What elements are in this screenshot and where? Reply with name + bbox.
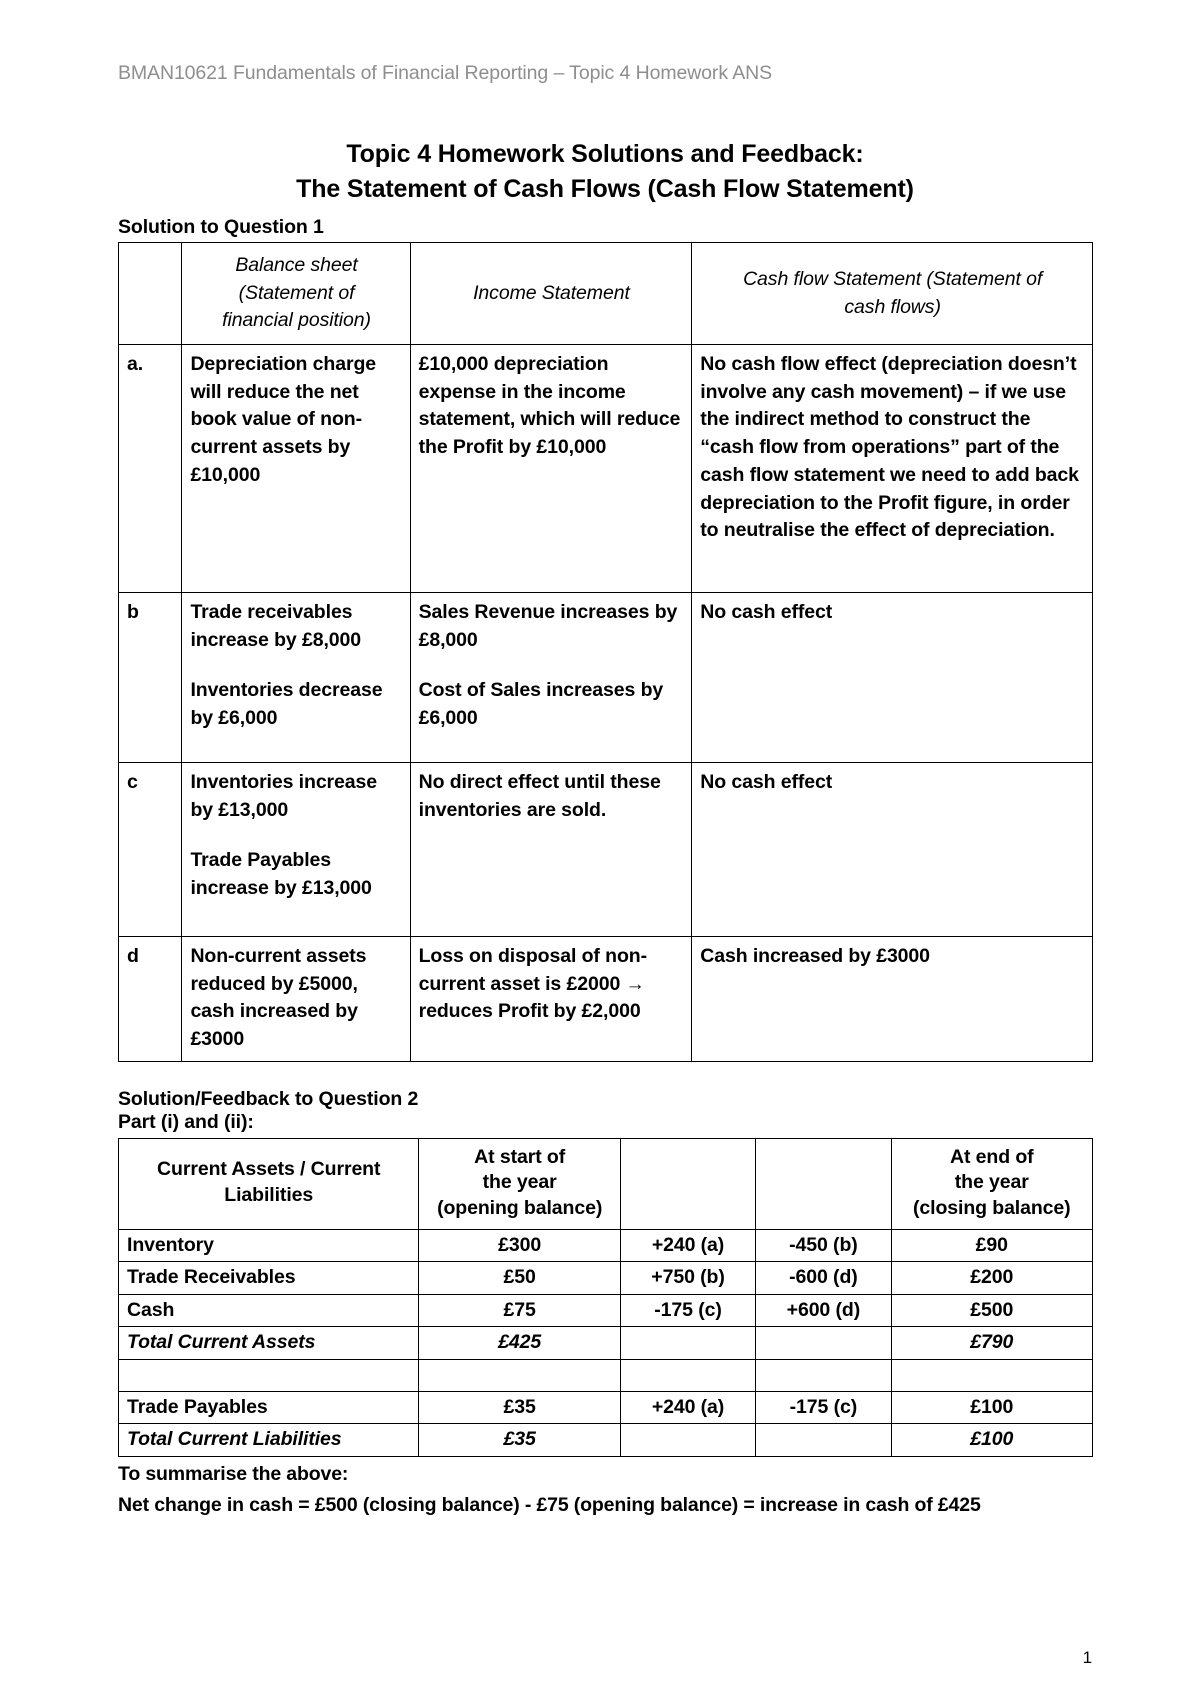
- page-number: 1: [1082, 1648, 1092, 1667]
- header-c1-line-3: (opening balance): [437, 1196, 603, 1219]
- row-label-d: d: [119, 937, 182, 1062]
- header-c0-line-1: Current Assets / Current: [157, 1158, 381, 1181]
- row-closing: £500: [891, 1294, 1092, 1327]
- table-header-row: [119, 243, 1093, 345]
- row-b-bs-para-2: Inventories decrease by £6,000: [190, 679, 383, 730]
- row-closing: £790: [891, 1327, 1092, 1360]
- row-closing: £100: [891, 1424, 1092, 1457]
- row-opening: £75: [419, 1294, 620, 1327]
- table-row: [119, 1229, 1093, 1262]
- row-name: [119, 1359, 419, 1391]
- row-d-income-statement: Loss on disposal of non-current asset is £2000 → reduces Profit by £2,000: [410, 937, 692, 1062]
- document-header: BMAN10621 Fundamentals of Financial Reporting – Topic 4 Homework ANS: [118, 62, 773, 84]
- header-balance-sheet: [182, 243, 410, 345]
- row-opening: £50: [419, 1262, 620, 1295]
- row-opening: £425: [419, 1327, 620, 1360]
- document-title: [118, 137, 1092, 206]
- question1-heading: Solution to Question 1: [118, 216, 324, 238]
- row-adj1: +240 (a): [620, 1391, 755, 1424]
- table-row-spacer: [119, 1359, 1093, 1391]
- title-line-1: Topic 4 Homework Solutions and Feedback:: [346, 140, 864, 168]
- row-c-balance-sheet: [182, 763, 410, 937]
- row-adj1: [620, 1327, 755, 1360]
- header-cash-flow: [692, 243, 1093, 345]
- question1-table: [118, 242, 1093, 1062]
- row-d-cash-flow: Cash increased by £3000: [692, 937, 1093, 1062]
- table-row: [119, 1262, 1093, 1295]
- row-b-income-statement: [410, 593, 692, 763]
- row-adj2: [756, 1327, 891, 1360]
- table-row-total: [119, 1327, 1093, 1360]
- row-c-bs-para-1: Inventories increase by £13,000: [190, 771, 378, 821]
- row-opening: [419, 1359, 620, 1391]
- table-row: [119, 593, 1093, 763]
- title-line-2: The Statement of Cash Flows (Cash Flow Statement): [296, 174, 914, 203]
- header-opening-balance: [419, 1138, 620, 1229]
- table-row: [119, 937, 1093, 1062]
- row-c-cash-flow: No cash effect: [692, 763, 1093, 937]
- row-closing: £90: [891, 1229, 1092, 1262]
- header-income-statement: Income Statement: [410, 243, 692, 345]
- header-bs-line-1: Balance sheet: [235, 254, 358, 276]
- row-d-balance-sheet: Non-current assets reduced by £5000, cash increased by £3000: [182, 937, 410, 1062]
- row-label-a: a.: [119, 345, 182, 593]
- summary-line-2: Net change in cash = £500 (closing balance) - £75 (opening balance) = increase in cash of £425: [118, 1494, 981, 1517]
- question2-heading: Solution/Feedback to Question 2: [118, 1087, 419, 1110]
- table-row-total: [119, 1424, 1093, 1457]
- row-name: Inventory: [119, 1229, 419, 1262]
- row-opening: £35: [419, 1424, 620, 1457]
- question2-headings: [118, 1088, 1092, 1134]
- row-b-is-para-1: Sales Revenue increases by £8,000: [418, 601, 678, 651]
- row-adj2: [756, 1424, 891, 1457]
- row-adj1: +240 (a): [620, 1229, 755, 1262]
- row-opening: £35: [419, 1391, 620, 1424]
- row-b-balance-sheet: [182, 593, 410, 763]
- row-label-b: b: [119, 593, 182, 763]
- row-c-income-statement: No direct effect until these inventories are sold.: [410, 763, 692, 937]
- question2-table: [118, 1138, 1093, 1457]
- table-header-row: [119, 1138, 1093, 1229]
- header-bs-line-2: (Statement of: [238, 281, 355, 304]
- header-cf-line-1: Cash flow Statement (Statement of: [743, 267, 1043, 290]
- row-a-balance-sheet: Depreciation charge will reduce the net book value of non-current assets by £10,000: [182, 345, 410, 593]
- row-a-cash-flow: No cash flow effect (depreciation doesn’t involve any cash movement) – if we use the indirect method to construct the “cash flow from operations” part of the cash flow statement we need to add back depreciation to the Profit figure, in order to neutralise the effect of depreciation.: [692, 345, 1093, 593]
- row-name: Cash: [119, 1294, 419, 1327]
- row-adj2: -450 (b): [756, 1229, 891, 1262]
- row-label-c: c: [119, 763, 182, 937]
- summary-line-1: To summarise the above:: [118, 1462, 349, 1485]
- row-adj1: [620, 1424, 755, 1457]
- row-a-income-statement: £10,000 depreciation expense in the income statement, which will reduce the Profit by £10,000: [410, 345, 692, 593]
- header-cf-line-2: cash flows): [844, 295, 941, 318]
- row-closing: £200: [891, 1262, 1092, 1295]
- row-name: Total Current Liabilities: [119, 1424, 419, 1457]
- row-b-bs-para-1: Trade receivables increase by £8,000: [190, 601, 362, 651]
- table-row: [119, 763, 1093, 937]
- header-c1-line-2: the year: [482, 1171, 557, 1194]
- row-adj2: -175 (c): [756, 1391, 891, 1424]
- row-b-cash-flow: No cash effect: [692, 593, 1093, 763]
- row-closing: £100: [891, 1391, 1092, 1424]
- row-adj2: [756, 1359, 891, 1391]
- header-adjustment-1: [620, 1138, 755, 1229]
- row-name: Trade Receivables: [119, 1262, 419, 1295]
- header-current-assets-liabilities: [119, 1138, 419, 1229]
- row-name: Trade Payables: [119, 1391, 419, 1424]
- row-adj1: +750 (b): [620, 1262, 755, 1295]
- header-c4-line-3: (closing balance): [912, 1196, 1071, 1219]
- row-opening: £300: [419, 1229, 620, 1262]
- table-row: [119, 345, 1093, 593]
- row-closing: [891, 1359, 1092, 1391]
- header-c4-line-2: the year: [954, 1171, 1029, 1194]
- row-name: Total Current Assets: [119, 1327, 419, 1360]
- question2-subheading: Part (i) and (ii):: [118, 1110, 254, 1133]
- row-b-is-para-2: Cost of Sales increases by £6,000: [418, 679, 664, 730]
- header-c1-line-1: At start of: [474, 1145, 566, 1168]
- row-adj2: +600 (d): [756, 1294, 891, 1327]
- row-c-bs-para-2: Trade Payables increase by £13,000: [190, 849, 372, 900]
- row-adj2: -600 (d): [756, 1262, 891, 1295]
- header-bs-line-3: financial position): [222, 309, 371, 332]
- header-index: [119, 243, 182, 345]
- table-row: [119, 1391, 1093, 1424]
- row-adj1: -175 (c): [620, 1294, 755, 1327]
- header-adjustment-2: [756, 1138, 891, 1229]
- table-row: [119, 1294, 1093, 1327]
- header-closing-balance: [891, 1138, 1092, 1229]
- header-c0-line-2: Liabilities: [224, 1183, 314, 1206]
- row-adj1: [620, 1359, 755, 1391]
- header-c4-line-1: At end of: [949, 1145, 1034, 1168]
